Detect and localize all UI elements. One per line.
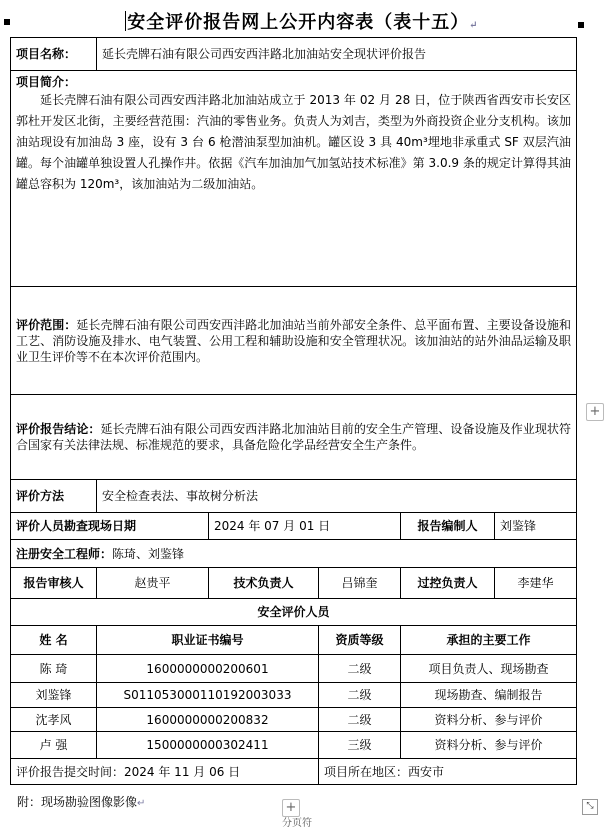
conclusion-text: 延长壳牌石油有限公司西安西沣路北加油站目前的安全生产管理、设备设施及作业现状符合国家有关法律法规、标准规范的要求，具备危险化学品经营安全生产条件。 (16, 422, 571, 452)
scope-cell[interactable] (11, 287, 577, 395)
survey-date-label: 评价人员勘查现场日期 (11, 513, 209, 540)
engineers-row (11, 540, 577, 568)
tech-value[interactable]: 吕锦奎 (319, 568, 401, 599)
author-label: 报告编制人 (401, 513, 495, 540)
project-name-value[interactable]: 延长壳牌石油有限公司西安西沣路北加油站安全现状评价报告 (97, 38, 577, 71)
table-row (11, 732, 577, 759)
review-value[interactable]: 赵贵平 (97, 568, 209, 599)
survey-date-value[interactable]: 2024 年 07 月 01 日 (209, 513, 401, 540)
staff-cert[interactable]: S011053000110192003033 (97, 683, 319, 708)
process-label: 过控负责人 (401, 568, 495, 599)
region-label: 项目所在地区： (324, 764, 409, 779)
staff-header-name: 姓 名 (11, 626, 97, 655)
staff-name[interactable]: 卢 强 (11, 732, 97, 759)
survey-row (11, 513, 577, 540)
tech-label: 技术负责人 (209, 568, 319, 599)
paragraph-mark: ↵ (137, 798, 146, 809)
add-column-icon[interactable]: + (586, 403, 604, 421)
scope-row (11, 287, 577, 395)
author-value[interactable]: 刘鉴锋 (495, 513, 577, 540)
page-break-label: 分页符 (282, 818, 312, 829)
staff-level[interactable]: 二级 (319, 683, 401, 708)
staff-cert[interactable]: 1500000000302411 (97, 732, 319, 759)
staff-title: 安全评价人员 (11, 599, 577, 626)
staff-duty[interactable]: 资料分析、参与评价 (401, 708, 577, 732)
table-row (11, 708, 577, 732)
engineers-label: 注册安全工程师： (16, 546, 113, 561)
staff-name[interactable]: 沈孝风 (11, 708, 97, 732)
staff-header-row (11, 626, 577, 655)
submit-cell[interactable] (11, 759, 319, 785)
staff-duty[interactable]: 项目负责人、现场勘查 (401, 655, 577, 683)
method-value[interactable]: 安全检查表法、事故树分析法 (97, 480, 577, 513)
staff-duty[interactable]: 现场勘查、编制报告 (401, 683, 577, 708)
staff-title-row (11, 599, 577, 626)
project-name-label: 项目名称： (11, 38, 97, 71)
staff-cert[interactable]: 1600000000200832 (97, 708, 319, 732)
table-move-handle-icon[interactable] (4, 19, 10, 25)
engineers-value: 陈琦、刘鉴锋 (112, 546, 185, 561)
scope-label: 评价范围： (16, 317, 77, 332)
project-intro-row (11, 71, 577, 287)
conclusion-cell[interactable] (11, 395, 577, 480)
region-value: 西安市 (408, 764, 445, 779)
attachment-text: 附：现场勘验图像影像 (17, 795, 138, 809)
staff-duty[interactable]: 资料分析、参与评价 (401, 732, 577, 759)
submit-label: 评价报告提交时间： (16, 764, 125, 779)
process-value[interactable]: 李建华 (495, 568, 577, 599)
staff-header-cert: 职业证书编号 (97, 626, 319, 655)
staff-header-duty: 承担的主要工作 (401, 626, 577, 655)
staff-cert[interactable]: 1600000000200601 (97, 655, 319, 683)
attachment-note[interactable] (17, 793, 145, 810)
reviewers-row (11, 568, 577, 599)
document-title (0, 8, 604, 34)
title-text: 安全评价报告网上公开内容表（表十五） (127, 12, 470, 33)
paragraph-mark: ↵ (469, 20, 479, 31)
staff-level[interactable]: 二级 (319, 655, 401, 683)
disclosure-table (10, 37, 577, 785)
staff-header-level: 资质等级 (319, 626, 401, 655)
engineers-cell[interactable] (11, 540, 577, 568)
submit-row (11, 759, 577, 785)
region-cell[interactable] (319, 759, 577, 785)
project-intro-label: 项目简介： (16, 75, 77, 89)
project-intro-text: 延长壳牌石油有限公司西安西沣路北加油站成立于 2013 年 02 月 28 日，位于陕西省西安市长安区郭杜开发区北街，主要经营范围：汽油的零售业务。负责人为刘吉，类型为外商投资企业分支机构。该加油站现设有加油岛 3 座，设有 3 台 6 枪潜油泵型加油机。罐区设 3 具 40m³埋地非承重式 SF 双层汽油罐。每个油罐单独设置人孔操作井。依据《汽车加油加气加氢站技术标准》第 3.0.9 条的规定计算得其油罐总容积为 120m³，该加油站为二级加油站。 (16, 93, 572, 191)
review-label: 报告审核人 (11, 568, 97, 599)
staff-level[interactable]: 二级 (319, 708, 401, 732)
submit-date: 2024 年 11 月 06 日 (124, 764, 241, 779)
conclusion-label: 评价报告结论： (16, 422, 101, 436)
staff-name[interactable]: 陈 琦 (11, 655, 97, 683)
project-name-row (11, 38, 577, 71)
table-end-marker-icon (578, 22, 584, 28)
scope-text: 延长壳牌石油有限公司西安西沣路北加油站当前外部安全条件、总平面布置、主要设备设施和工艺、消防设施及排水、电气装置、公用工程和辅助设施和安全管理状况。该加油站的站外油品运输及职业卫生评价等不在本次评价范围内。 (16, 317, 572, 364)
staff-level[interactable]: 三级 (319, 732, 401, 759)
project-intro-cell[interactable] (11, 71, 577, 287)
method-row (11, 480, 577, 513)
table-resize-handle-icon[interactable]: ⤡ (582, 799, 598, 815)
staff-name[interactable]: 刘鉴锋 (11, 683, 97, 708)
add-row-icon[interactable]: + (282, 799, 300, 817)
table-row (11, 683, 577, 708)
conclusion-row (11, 395, 577, 480)
method-label: 评价方法 (11, 480, 97, 513)
table-row (11, 655, 577, 683)
